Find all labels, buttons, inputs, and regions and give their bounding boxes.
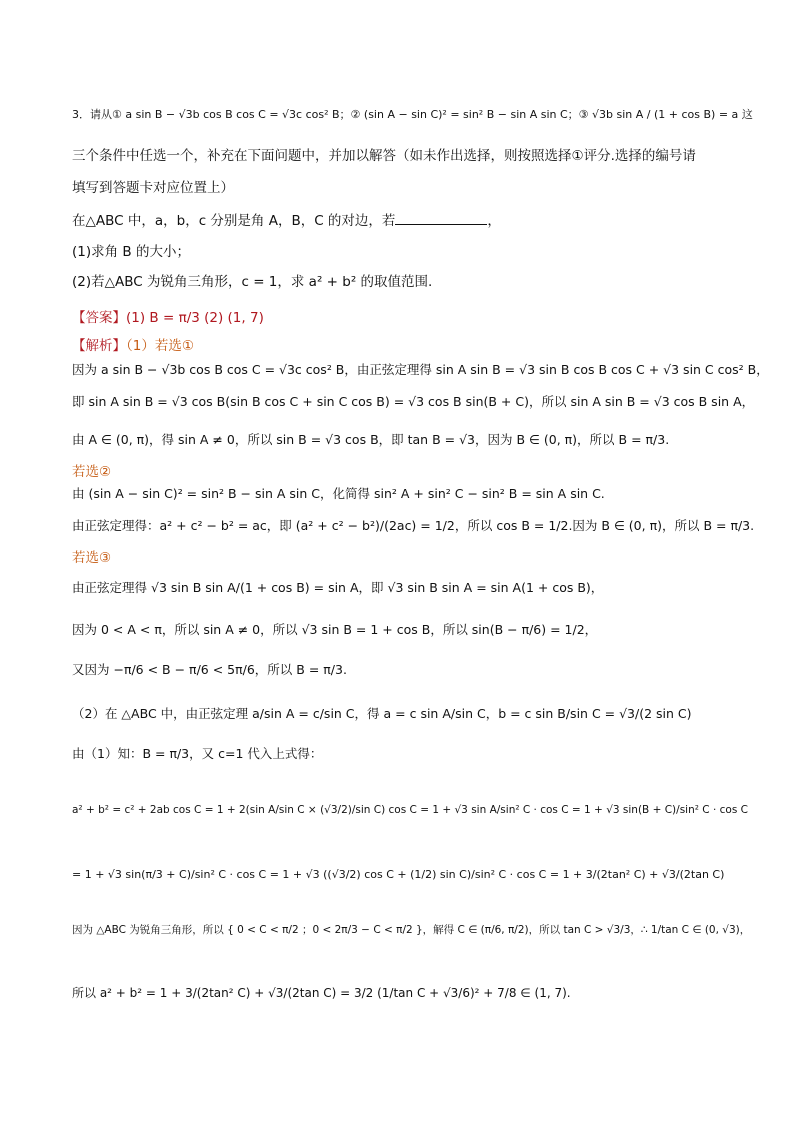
- part-2-line-6: 所以 a² + b² = 1 + 3/(2tan² C) + √3/(2tan C) = 3/2 (1/tan C + √3/6)² + 7/8 ∈ (1, 7).: [72, 986, 571, 1000]
- analysis-choice-2: 若选②: [72, 464, 112, 480]
- analysis-label: 【解析】: [72, 338, 126, 354]
- step-2-1: 由 (sin A − sin C)² = sin² B − sin A sin C，化简得 sin² A + sin² C − sin² B = sin A sin C.: [72, 486, 605, 501]
- problem-line-4: [72, 212, 501, 229]
- answer-text: (1) B = π/3 (2) (1, 7): [126, 310, 264, 326]
- answer-label: 【答案】: [72, 310, 126, 326]
- step-1-3: 由 A ∈ (0, π)，得 sin A ≠ 0，所以 sin B = √3 cos B，即 tan B = √3，因为 B ∈ (0, π)，所以 B = π/3.: [72, 432, 670, 447]
- part-2-line-5: 因为 △ABC 为锐角三角形，所以 { 0 < C < π/2 ；0 < 2π/3 − C < π/2 }，解得 C ∈ (π/6, π/2)，所以 tan C > √3/3，∴ 1/tan C ∈ (0, √3)，: [72, 924, 751, 936]
- step-1-1: 因为 a sin B − √3b cos B cos C = √3c cos² B，由正弦定理得 sin A sin B = √3 sin B cos B cos C + √3 sin C cos² B，: [72, 362, 769, 377]
- problem-line-4-text: 在△ABC 中，a，b，c 分别是角 A，B，C 的对边，若: [72, 213, 396, 229]
- part-2-line-4: = 1 + √3 sin(π/3 + C)/sin² C · cos C = 1 + √3 ((√3/2) cos C + (1/2) sin C)/sin² C · cos C = 1 + 3/(2tan² C) + √3/(2tan C): [72, 868, 725, 881]
- problem-line-3: 填写到答题卡对应位置上）: [72, 180, 234, 196]
- step-3-1: 由正弦定理得 √3 sin B sin A/(1 + cos B) = sin A，即 √3 sin B sin A = sin A(1 + cos B)，: [72, 580, 604, 595]
- question-2: (2)若△ABC 为锐角三角形，c = 1，求 a² + b² 的取值范围.: [72, 274, 433, 290]
- step-2-2: 由正弦定理得：a² + c² − b² = ac，即 (a² + c² − b²)/(2ac) = 1/2，所以 cos B = 1/2.因为 B ∈ (0, π)，所以 B = π/3.: [72, 518, 755, 533]
- part-2-line-2: 由（1）知：B = π/3，又 c=1 代入上式得：: [72, 746, 323, 761]
- problem-line-1: 3．请从① a sin B − √3b cos B cos C = √3c cos² B；② (sin A − sin C)² = sin² B − sin A sin C；③ √3b sin A / (1 + cos B) = a 这: [72, 108, 753, 121]
- step-3-2: 因为 0 < A < π，所以 sin A ≠ 0，所以 √3 sin B = 1 + cos B，所以 sin(B − π/6) = 1/2，: [72, 622, 598, 637]
- question-1: (1)求角 B 的大小；: [72, 244, 190, 260]
- part-2-line-1: （2）在 △ABC 中，由正弦定理 a/sin A = c/sin C，得 a = c sin A/sin C，b = c sin B/sin C = √3/(2 sin C): [72, 706, 692, 721]
- analysis-title-1: [72, 338, 194, 354]
- answer-blank: [395, 212, 487, 225]
- step-1-2: 即 sin A sin B = √3 cos B(sin B cos C + sin C cos B) = √3 cos B sin(B + C)，所以 sin A sin B = √3 cos B sin A，: [72, 394, 755, 409]
- analysis-choice-1: （1）若选①: [126, 338, 194, 354]
- problem-line-2: 三个条件中任选一个，补充在下面问题中，并加以解答（如未作出选择，则按照选择①评分.选择的编号请: [72, 148, 696, 164]
- analysis-choice-3: 若选③: [72, 550, 112, 566]
- part-2-line-3: a² + b² = c² + 2ab cos C = 1 + 2(sin A/sin C × (√3/2)/sin C) cos C = 1 + √3 sin A/sin² C · cos C = 1 + √3 sin(B + C)/sin² C · cos C: [72, 804, 748, 816]
- problem-line-4-end: ，: [487, 213, 501, 229]
- answer-line: [72, 310, 264, 326]
- step-3-3: 又因为 −π/6 < B − π/6 < 5π/6，所以 B = π/3.: [72, 662, 347, 677]
